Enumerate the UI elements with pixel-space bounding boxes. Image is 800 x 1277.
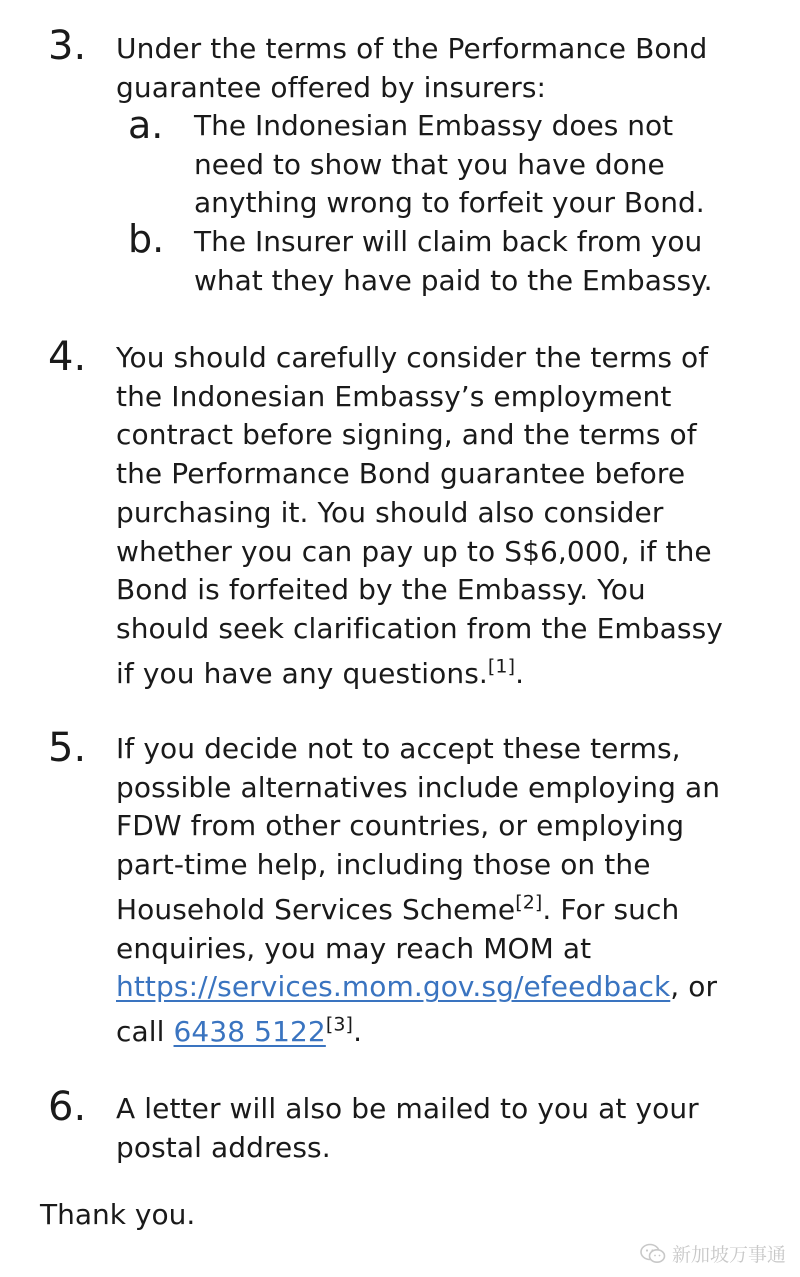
item-4-last-text: if you have any questions. bbox=[116, 656, 488, 690]
item-4-text bbox=[116, 339, 766, 693]
item-6-line-1: A letter will also be mailed to you at your bbox=[116, 1092, 699, 1125]
item-number-4: 4. bbox=[48, 334, 87, 380]
item-number-3: 3. bbox=[48, 23, 87, 69]
item-4-line-1: You should carefully consider the terms of bbox=[116, 341, 709, 374]
subitem-a-text bbox=[194, 107, 774, 223]
item-5-line-2: possible alternatives include employing an bbox=[116, 770, 721, 804]
subitem-b-line-1: The Insurer will claim back from you bbox=[194, 225, 703, 258]
item-4-line-3: contract before signing, and the terms of bbox=[116, 418, 697, 452]
item-4-last-end: . bbox=[515, 656, 525, 690]
subitem-letter-a: a. bbox=[128, 103, 164, 147]
item-3-line-2: guarantee offered by insurers: bbox=[116, 70, 547, 104]
item-3-line-1: Under the terms of the Performance Bond bbox=[116, 32, 708, 65]
subitem-a-line-1: The Indonesian Embassy does not bbox=[194, 109, 674, 142]
efeedback-link[interactable]: https://services.mom.gov.sg/efeedback bbox=[116, 970, 671, 1004]
call-text: call bbox=[116, 1014, 174, 1048]
item-6-text bbox=[116, 1090, 766, 1167]
footnote-3: [3] bbox=[325, 1013, 354, 1036]
item-5-line-8 bbox=[116, 1013, 766, 1052]
item-number-5: 5. bbox=[48, 725, 87, 771]
footnote-1: [1] bbox=[487, 655, 516, 678]
item-5-line-1: If you decide not to accept these terms, bbox=[116, 732, 681, 765]
item-4-line-4: the Performance Bond guarantee before bbox=[116, 457, 686, 491]
item-4-line-6: whether you can pay up to S$6,000, if the bbox=[116, 534, 712, 568]
item-4-line-8: should seek clarification from the Embassy bbox=[116, 611, 723, 645]
item-5-line-6: enquiries, you may reach MOM at bbox=[116, 931, 592, 965]
item-4-line-9 bbox=[116, 655, 766, 694]
item-3-text bbox=[116, 30, 766, 107]
subitem-a-line-3: anything wrong to forfeit your Bond. bbox=[194, 186, 705, 220]
subitem-b-line-2: what they have paid to the Embassy. bbox=[194, 263, 713, 297]
closing-text: Thank you. bbox=[40, 1198, 196, 1231]
subitem-a-line-2: need to show that you have done bbox=[194, 147, 665, 181]
url-after: , or bbox=[670, 970, 718, 1004]
item-5-line-4: part-time help, including those on the bbox=[116, 848, 651, 882]
item-6-line-2: postal address. bbox=[116, 1130, 331, 1164]
item-4-line-7: Bond is forfeited by the Embassy. You bbox=[116, 573, 646, 607]
phone-link[interactable]: 6438 5122 bbox=[173, 1014, 326, 1048]
item-5-line-3: FDW from other countries, or employing bbox=[116, 809, 685, 843]
phone-end: . bbox=[353, 1014, 363, 1048]
item-5-line-7 bbox=[116, 968, 766, 1007]
scheme-text: Household Services Scheme bbox=[116, 892, 516, 926]
subitem-letter-b: b. bbox=[128, 217, 165, 261]
watermark bbox=[640, 1240, 786, 1267]
item-5-text bbox=[116, 730, 766, 1052]
scheme-after: . For such bbox=[542, 892, 680, 926]
item-4-line-2: the Indonesian Embassy’s employment bbox=[116, 379, 672, 413]
item-number-6: 6. bbox=[48, 1084, 87, 1130]
item-5-line-5 bbox=[116, 891, 766, 930]
watermark-text: 新加坡万事通 bbox=[671, 1244, 786, 1266]
footnote-2: [2] bbox=[515, 891, 543, 914]
wechat-icon bbox=[640, 1243, 666, 1265]
item-4-line-5: purchasing it. You should also consider bbox=[116, 495, 664, 529]
subitem-b-text bbox=[194, 223, 774, 300]
